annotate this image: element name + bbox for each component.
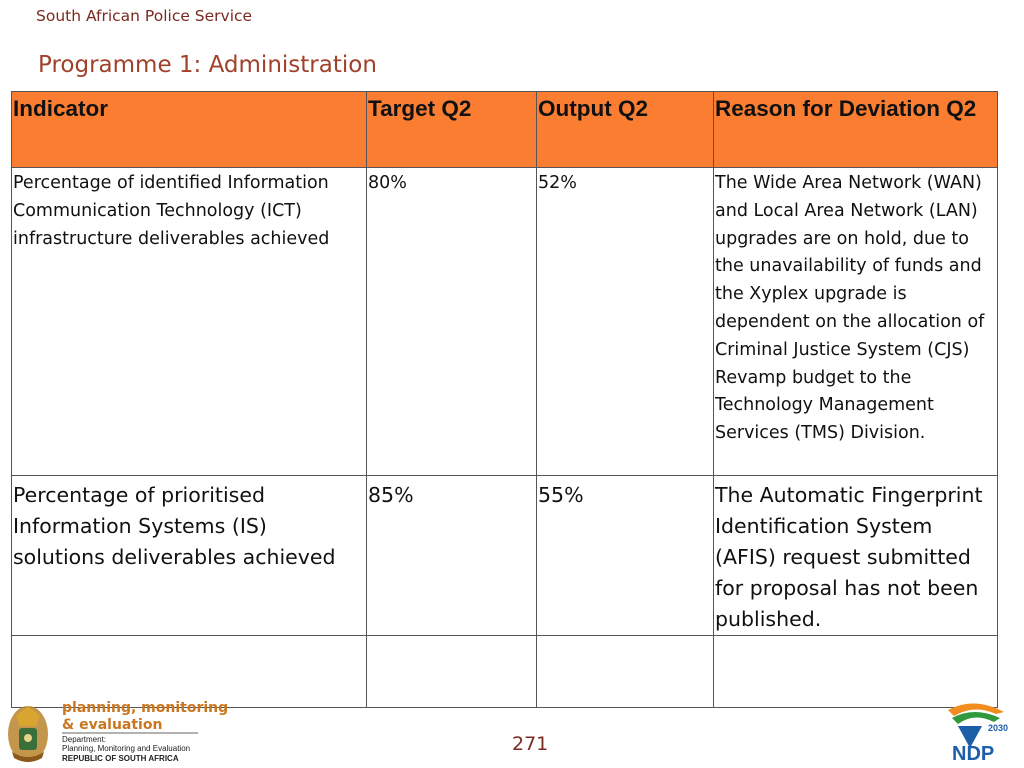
column-header-indicator: Indicator — [12, 92, 367, 168]
page-number: 271 — [512, 733, 549, 755]
organisation-name: South African Police Service — [36, 7, 253, 25]
dpme-department: Department: Planning, Monitoring and Evaluation — [62, 735, 191, 753]
target-cell: 85% — [367, 476, 537, 636]
output-cell — [537, 636, 714, 708]
output-cell: 52% — [537, 168, 714, 476]
reason-cell: The Automatic Fingerprint Identification System (AFIS) request submitted for proposal has not been published. — [714, 476, 998, 636]
column-header-output: Output Q2 — [537, 92, 714, 168]
target-cell: 80% — [367, 168, 537, 476]
indicator-cell: Percentage of prioritised Information Systems (IS) solutions deliverables achieved — [12, 476, 367, 636]
reason-cell — [714, 636, 998, 708]
ndp-2030-logo — [944, 700, 1010, 762]
ndp-text: NDP — [952, 743, 995, 762]
table-row — [12, 168, 998, 476]
column-header-target: Target Q2 — [367, 92, 537, 168]
reason-cell: The Wide Area Network (WAN) and Local Area Network (LAN) upgrades are on hold, due to the unavailability of funds and the Xyplex upgrade is dependent on the allocation of Criminal Justice System (CJS) Revamp budget to the Technology Management Services (TMS) Division. — [714, 168, 998, 476]
page-title: Programme 1: Administration — [38, 52, 377, 78]
target-cell — [367, 636, 537, 708]
dpme-country: REPUBLIC OF SOUTH AFRICA — [62, 754, 179, 763]
deviation-table — [11, 91, 998, 708]
table-row-empty — [12, 636, 998, 708]
column-header-reason: Reason for Deviation Q2 — [714, 92, 998, 168]
output-cell: 55% — [537, 476, 714, 636]
ndp-year: 2030 — [988, 723, 1009, 733]
dpme-logo-name: planning, monitoring & evaluation — [62, 700, 229, 733]
table-header-row — [12, 92, 998, 168]
indicator-cell: Percentage of identified Information Communication Technology (ICT) infrastructure deliverables achieved — [12, 168, 367, 476]
indicator-cell — [12, 636, 367, 708]
table-row — [12, 476, 998, 636]
